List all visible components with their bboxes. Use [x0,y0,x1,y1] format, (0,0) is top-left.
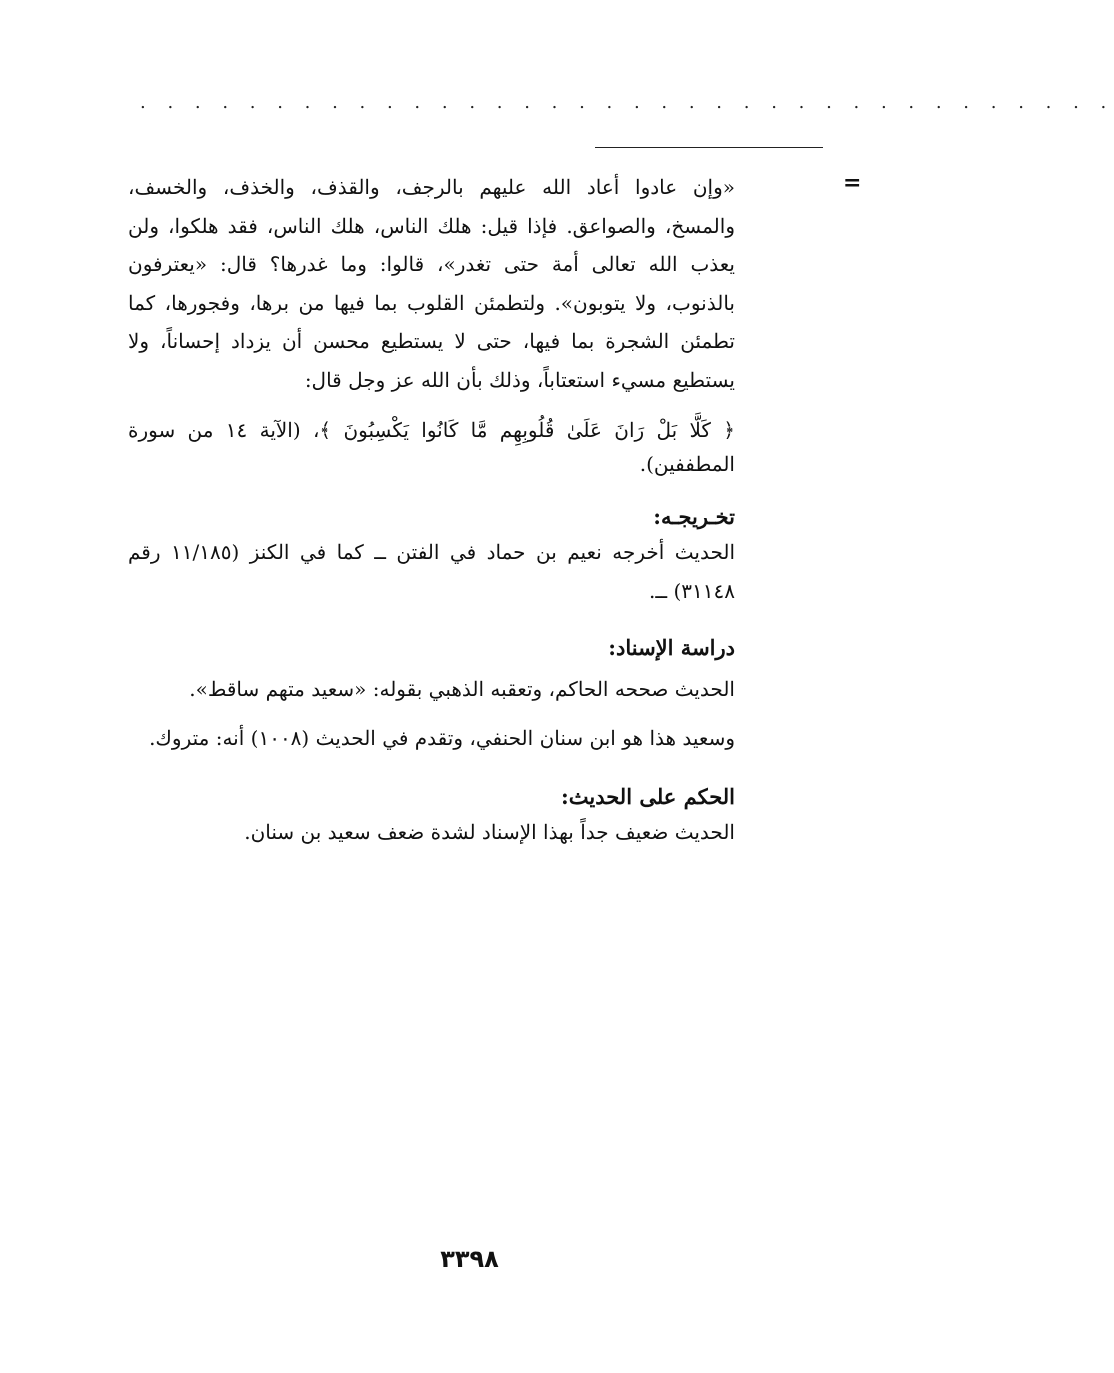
takhrij-heading: تخـريجـه: [653,504,735,529]
hadith-text: «وإن عادوا أعاد الله عليهم بالرجف، والقذف، والخذف، والخسف، والمسخ، والصواعق. فإذا قيل: هلك الناس، هلك الناس، فقد هلكوا، ولن يعذب الله تعالى أمة حتى تغدر»، قالوا: وما غدرها؟ قال: «يعترفون بالذنوب، ولا يتوبون». ولتطمئن القلوب بما فيها من برها، وفجورها، كما تطمئن الشجرة بما فيها، حتى لا يستطيع محسن أن يزداد إحساناً، ولا يستطيع مسيء استعتاباً، وذلك بأن الله عز وجل قال: [128,175,735,392]
quran-verse: ﴿ كَلَّا بَلْ رَانَ عَلَىٰ قُلُوبِهِم مَّا كَانُوا يَكْسِبُونَ ﴾، (الآية ١٤ من سورة المطففين). [128,418,735,476]
page-content [128,168,735,852]
footnote-rule [595,147,823,148]
hukm-text: الحديث ضعيف جداً بهذا الإسناد لشدة ضعف سعيد بن سنان. [244,820,735,844]
page-number: ٣٣٩٨ [440,1245,499,1273]
hukm-heading: الحكم على الحديث: [561,784,735,809]
isnad-heading: دراسة الإسناد: [608,635,735,660]
takhrij-text: الحديث أخرجه نعيم بن حماد في الفتن ــ كما في الكنز (١١/١٨٥ رقم ٣١١٤٨) ــ. [128,540,736,603]
isnad-text-1: الحديث صححه الحاكم، وتعقبه الذهبي بقوله: «سعيد متهم ساقط». [189,677,735,701]
continuation-mark: = [843,170,862,196]
dotted-separator: . . . . . . . . . . . . . . . . . . . . . . . . . . . . . . . . . . . . [140,92,1114,113]
isnad-text-2: وسعيد هذا هو ابن سنان الحنفي، وتقدم في الحديث (١٠٠٨) أنه: متروك. [149,725,735,750]
